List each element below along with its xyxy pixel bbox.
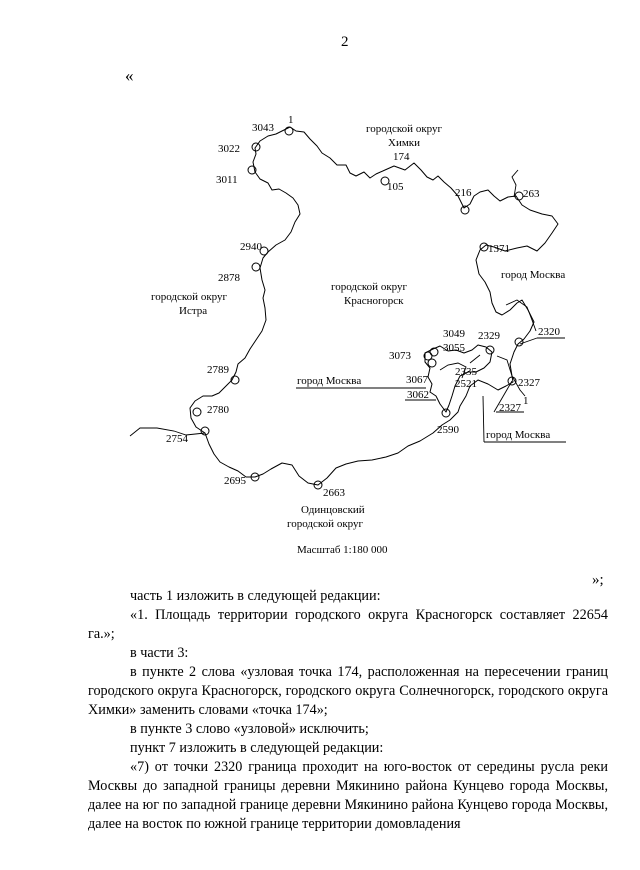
label-khimki-1: городской округ (366, 123, 443, 135)
point-label: 1371 (488, 243, 510, 255)
point-label: 2754 (166, 433, 188, 445)
point-label: 2590 (437, 424, 459, 436)
text-line: в части 3: (130, 645, 189, 661)
point-label: 3049 (443, 328, 465, 340)
point-label: 2878 (218, 272, 240, 284)
text-paragraph: «7) от точки 2320 граница проходит на юго-восток от середины русла реки Москвы до западной границы деревни Мякинино района Кунцево города Москвы, далее на юг по западной границе деревни Мякинино района Кунцево города Москвы, далее на восток по южной границе территории домовладения (88, 759, 608, 832)
amendment-text (88, 587, 608, 834)
point-label: 105 (387, 181, 404, 193)
point-label: 3062 (407, 389, 429, 401)
point-label: 2335 (455, 366, 477, 378)
point-label: 2940 (240, 241, 262, 253)
point-label: 216 (455, 187, 472, 199)
point-label: 2789 (207, 364, 229, 376)
point-label: 2663 (323, 487, 345, 499)
label-moscow-east: город Москва (501, 269, 566, 281)
point-label: 2327 (518, 377, 540, 389)
label-moscow-south: город Москва (486, 429, 551, 441)
point-label: 2521 (455, 378, 477, 390)
point-label: 174 (393, 151, 410, 163)
point-label: 2329 (478, 330, 500, 342)
point-label: 2780 (207, 404, 229, 416)
point-label: 3011 (216, 174, 238, 186)
text-paragraph: «1. Площадь территории городского округа Красногорск составляет 22654 га.»; (88, 607, 608, 642)
point-label: 3067 (406, 374, 428, 386)
map-scale: Масштаб 1:180 000 (297, 544, 388, 556)
label-moscow-center: город Москва (297, 375, 362, 387)
text-line: пункт 7 изложить в следующей редакции: (130, 740, 384, 756)
text-paragraph: в пункте 2 слова «узловая точка 174, расположенная на пересечении границ городского округа Красногорск, городского округа Солнечногорск, городского округа Химки» заменить словами «точка 174»; (88, 664, 608, 718)
point-label: 3073 (389, 350, 411, 362)
point-label: 2695 (224, 475, 246, 487)
point-label: 3043 (252, 122, 274, 134)
closing-quote: »; (592, 572, 604, 588)
label-krasnogorsk-1: городской округ (331, 281, 408, 293)
label-odintsovo-2: городской округ (287, 518, 364, 530)
label-krasnogorsk-2: Красногорск (344, 295, 404, 307)
point-label: 1 (523, 395, 529, 407)
opening-quote: « (125, 66, 134, 85)
point-label: 3055 (443, 342, 465, 354)
point-label: 1 (288, 114, 294, 126)
point-label: 2327 (499, 402, 521, 414)
label-khimki-2: Химки (388, 137, 421, 149)
page-number: 2 (341, 34, 349, 50)
point-label: 3022 (218, 143, 240, 155)
label-odintsovo-1: Одинцовский (301, 504, 365, 516)
text-line: в пункте 3 слово «узловой» исключить; (130, 721, 369, 737)
label-istra-1: городской округ (151, 291, 228, 303)
text-line: часть 1 изложить в следующей редакции: (130, 588, 381, 604)
label-istra-2: Истра (179, 305, 208, 317)
point-label: 2320 (538, 326, 560, 338)
point-label: 263 (523, 188, 540, 200)
